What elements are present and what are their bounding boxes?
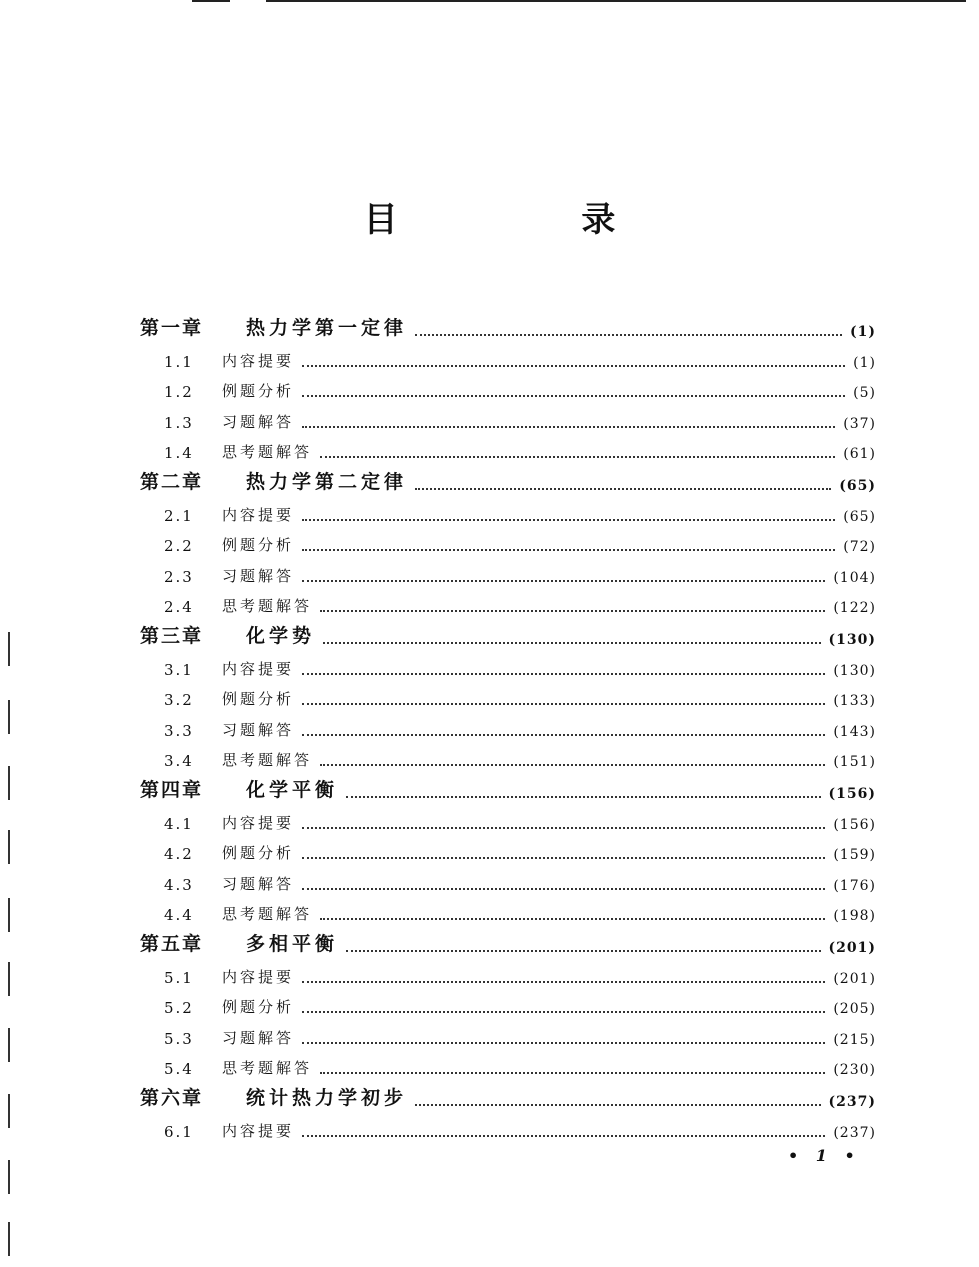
section-number: 4.1 — [164, 814, 194, 833]
section-title: 内容提要 — [222, 1121, 295, 1140]
section-number: 2.3 — [164, 567, 194, 586]
margin-tick — [8, 962, 10, 996]
dot-leader — [302, 355, 845, 367]
section-page-number: (205) — [833, 1001, 876, 1017]
section-number: 5.2 — [164, 999, 194, 1017]
section-number: 2.1 — [164, 506, 194, 525]
section-title: 思考题解答 — [222, 905, 313, 923]
toc-section-row[interactable] — [140, 586, 876, 617]
dot-leader — [302, 693, 825, 705]
toc-section-row[interactable] — [140, 709, 876, 740]
dot-leader — [302, 663, 825, 675]
toc-chapter-row[interactable] — [140, 770, 876, 802]
section-page-number: (130) — [833, 662, 876, 679]
chapter-page-number: (130) — [828, 632, 876, 648]
toc-section-row[interactable] — [140, 863, 876, 894]
toc-section-row[interactable] — [140, 679, 876, 710]
section-number: 1.1 — [164, 352, 194, 371]
toc-section-row[interactable] — [140, 401, 876, 432]
section-page-number: (198) — [833, 908, 876, 924]
top-scan-rule-short — [192, 0, 230, 2]
dot-leader — [346, 940, 821, 952]
section-title: 例题分析 — [222, 998, 295, 1016]
dot-leader — [320, 1062, 825, 1074]
toc-section-row[interactable] — [140, 802, 876, 833]
chapter-page-number: (237) — [828, 1094, 876, 1110]
dot-leader — [323, 632, 821, 644]
section-number: 6.1 — [164, 1122, 194, 1141]
section-page-number: (37) — [843, 415, 876, 432]
section-page-number: (159) — [833, 847, 876, 863]
dot-leader — [302, 416, 835, 428]
dot-leader — [302, 971, 825, 983]
margin-tick — [8, 766, 10, 800]
dot-leader — [302, 847, 825, 859]
section-page-number: (151) — [833, 754, 876, 770]
toc-section-row[interactable] — [140, 648, 876, 679]
section-title: 思考题解答 — [222, 1059, 313, 1077]
chapter-page-number: (156) — [828, 786, 876, 802]
toc-section-row[interactable] — [140, 525, 876, 556]
dot-leader — [320, 754, 825, 766]
dot-leader — [320, 600, 825, 612]
dot-leader — [415, 324, 842, 336]
chapter-page-number: (201) — [828, 940, 876, 956]
section-number: 5.3 — [164, 1029, 194, 1048]
section-number: 3.1 — [164, 660, 194, 679]
dot-leader — [302, 817, 825, 829]
section-title: 内容提要 — [222, 813, 295, 832]
toc-chapter-row[interactable] — [140, 616, 876, 648]
margin-tick — [8, 898, 10, 932]
margin-tick — [8, 1028, 10, 1062]
section-number: 4.3 — [164, 875, 194, 894]
dot-leader — [302, 570, 825, 582]
chapter-title: 化学平衡 — [246, 779, 339, 801]
section-title: 例题分析 — [222, 382, 295, 400]
section-page-number: (5) — [853, 385, 876, 401]
section-title: 习题解答 — [222, 874, 295, 893]
toc-section-row[interactable] — [140, 1017, 876, 1048]
margin-tick — [8, 700, 10, 734]
dot-leader — [320, 446, 835, 458]
toc-section-row[interactable] — [140, 833, 876, 864]
toc-section-row[interactable] — [140, 340, 876, 371]
toc-section-row[interactable] — [140, 987, 876, 1018]
section-title: 内容提要 — [222, 351, 295, 370]
margin-tick — [8, 830, 10, 864]
page-title: 目 录 — [363, 200, 702, 240]
toc-section-row[interactable] — [140, 555, 876, 586]
section-number: 2.4 — [164, 598, 194, 616]
section-title: 习题解答 — [222, 566, 295, 585]
section-number: 1.4 — [164, 444, 194, 462]
section-page-number: (122) — [833, 600, 876, 616]
chapter-number: 第一章 — [140, 317, 204, 339]
section-number: 3.3 — [164, 721, 194, 740]
section-title: 习题解答 — [222, 720, 295, 739]
chapter-page-number: (65) — [839, 478, 876, 494]
margin-tick — [8, 1222, 10, 1256]
dot-leader — [302, 1032, 825, 1044]
dot-leader — [346, 786, 821, 798]
margin-tick — [8, 632, 10, 666]
section-title: 例题分析 — [222, 690, 295, 708]
section-title: 思考题解答 — [222, 597, 313, 615]
section-title: 例题分析 — [222, 536, 295, 554]
chapter-title: 统计热力学初步 — [246, 1087, 408, 1109]
toc-chapter-row[interactable] — [140, 924, 876, 956]
toc-section-row[interactable] — [140, 494, 876, 525]
dot-leader — [302, 509, 835, 521]
chapter-number: 第四章 — [140, 779, 204, 801]
dot-leader — [302, 1125, 825, 1137]
chapter-title: 多相平衡 — [246, 933, 339, 955]
dot-leader — [302, 724, 825, 736]
section-page-number: (230) — [833, 1062, 876, 1078]
section-number: 4.2 — [164, 845, 194, 863]
dot-leader — [302, 1001, 825, 1013]
chapter-number: 第三章 — [140, 625, 204, 647]
section-page-number: (61) — [843, 446, 876, 462]
dot-leader — [302, 878, 825, 890]
toc-section-row[interactable] — [140, 1110, 876, 1141]
section-title: 习题解答 — [222, 1028, 295, 1047]
chapter-number: 第六章 — [140, 1087, 204, 1109]
section-page-number: (215) — [833, 1031, 876, 1048]
section-page-number: (156) — [833, 816, 876, 833]
section-title: 习题解答 — [222, 412, 295, 431]
section-title: 内容提要 — [222, 659, 295, 678]
dot-leader — [415, 1094, 821, 1106]
toc-section-row[interactable] — [140, 956, 876, 987]
chapter-title: 化学势 — [246, 625, 316, 647]
section-title: 思考题解答 — [222, 443, 313, 461]
toc-section-row[interactable] — [140, 432, 876, 463]
top-scan-rule-long — [266, 0, 966, 2]
margin-tick — [8, 1160, 10, 1194]
section-page-number: (237) — [833, 1124, 876, 1141]
page-number: • 1 • — [788, 1146, 861, 1165]
section-number: 1.3 — [164, 413, 194, 432]
section-page-number: (201) — [833, 970, 876, 987]
section-number: 1.2 — [164, 383, 194, 401]
section-title: 思考题解答 — [222, 751, 313, 769]
chapter-page-number: (1) — [850, 324, 876, 340]
chapter-title: 热力学第二定律 — [246, 471, 408, 493]
section-number: 4.4 — [164, 906, 194, 924]
dot-leader — [302, 385, 845, 397]
toc-section-row[interactable] — [140, 740, 876, 771]
margin-tick — [8, 1094, 10, 1128]
section-page-number: (104) — [833, 569, 876, 586]
chapter-number: 第五章 — [140, 933, 204, 955]
section-number: 2.2 — [164, 537, 194, 555]
section-page-number: (133) — [833, 693, 876, 709]
toc-section-row[interactable] — [140, 371, 876, 402]
section-number: 5.1 — [164, 968, 194, 987]
section-number: 3.4 — [164, 752, 194, 770]
section-number: 5.4 — [164, 1060, 194, 1078]
section-title: 例题分析 — [222, 844, 295, 862]
dot-leader — [302, 539, 835, 551]
section-title: 内容提要 — [222, 967, 295, 986]
chapter-number: 第二章 — [140, 471, 204, 493]
dot-leader — [415, 478, 831, 490]
section-page-number: (143) — [833, 723, 876, 740]
section-page-number: (72) — [843, 539, 876, 555]
section-title: 内容提要 — [222, 505, 295, 524]
table-of-contents — [140, 308, 876, 1141]
section-page-number: (1) — [853, 354, 876, 371]
section-page-number: (65) — [843, 508, 876, 525]
toc-section-row[interactable] — [140, 1048, 876, 1079]
dot-leader — [320, 908, 825, 920]
toc-chapter-row[interactable] — [140, 308, 876, 340]
toc-chapter-row[interactable] — [140, 1078, 876, 1110]
toc-chapter-row[interactable] — [140, 462, 876, 494]
section-number: 3.2 — [164, 691, 194, 709]
toc-section-row[interactable] — [140, 894, 876, 925]
section-page-number: (176) — [833, 877, 876, 894]
chapter-title: 热力学第一定律 — [246, 317, 408, 339]
